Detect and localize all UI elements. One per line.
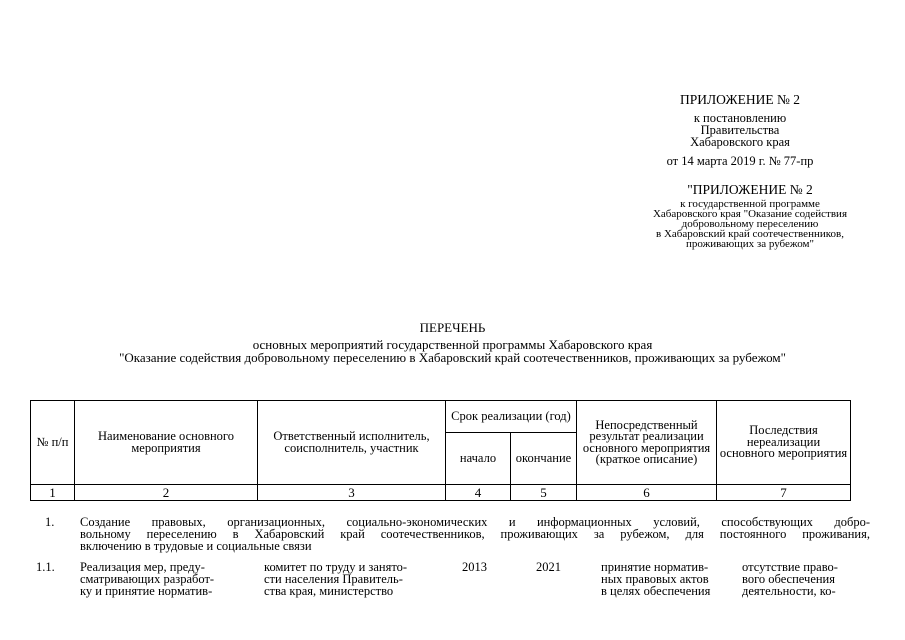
column-index: 5 bbox=[511, 485, 577, 501]
row-number: 1.1. bbox=[36, 560, 55, 574]
column-index: 2 bbox=[75, 485, 258, 501]
row-result-line: принятие норматив- bbox=[601, 560, 709, 574]
section-number: 1. bbox=[45, 515, 55, 529]
row-consequences-line: вого обеспечения bbox=[742, 572, 835, 586]
header-consequences: Последствия нереализации основного мероприятия bbox=[717, 401, 851, 485]
section-text-line: Создание правовых, организационных, социально-экономических и информационных условий, способствующих добро- bbox=[80, 515, 870, 529]
row-result-line: в целях обеспечения bbox=[601, 584, 711, 598]
appendix2-line: Хабаровского края "Оказание содействия bbox=[652, 208, 847, 220]
list-subtitle: основных мероприятий государственной программы Хабаровского края bbox=[252, 337, 653, 352]
column-index: 4 bbox=[446, 485, 511, 501]
column-index: 7 bbox=[717, 485, 851, 501]
appendix2-title: "ПРИЛОЖЕНИЕ № 2 bbox=[687, 182, 813, 197]
events-table bbox=[30, 400, 851, 501]
header-end: окончание bbox=[511, 433, 577, 485]
row-result-line: ных правовых актов bbox=[601, 572, 709, 586]
list-title: ПЕРЕЧЕНЬ bbox=[419, 320, 486, 335]
header-responsible: Ответственный исполнитель, соисполнитель, участник bbox=[258, 401, 446, 485]
section-text-line: вольному переселению в Хабаровский край соотечественников, проживающих за рубежом, для постоянного проживания, bbox=[80, 527, 870, 541]
list-subtitle: "Оказание содействия добровольному переселению в Хабаровский край соотечественников, проживающих за рубежом" bbox=[119, 350, 786, 365]
appendix-title: ПРИЛОЖЕНИЕ № 2 bbox=[679, 92, 801, 107]
appendix-line: Хабаровского края bbox=[690, 135, 790, 149]
appendix-date: от 14 марта 2019 г. № 77-пр bbox=[666, 154, 814, 168]
row-consequences-line: отсутствие право- bbox=[742, 560, 838, 574]
header-term: Срок реализации (год) bbox=[446, 401, 577, 433]
row-responsible-line: ства края, министерство bbox=[264, 584, 394, 598]
row-end: 2021 bbox=[536, 560, 561, 574]
row-consequences bbox=[742, 561, 872, 597]
appendix2-line: добровольному переселению bbox=[681, 218, 819, 230]
row-name-line: сматривающих разработ- bbox=[80, 572, 215, 586]
row-responsible-line: сти населения Правитель- bbox=[264, 572, 403, 586]
row-name-line: Реализация мер, преду- bbox=[80, 560, 205, 574]
appendix-line: к постановлению bbox=[693, 111, 787, 125]
row-name-line: ку и принятие норматив- bbox=[80, 584, 213, 598]
row-responsible-line: комитет по труду и занято- bbox=[264, 560, 408, 574]
row-consequences-line: деятельности, ко- bbox=[742, 584, 836, 598]
header-num: № п/п bbox=[31, 401, 75, 485]
section-text-line: включению в трудовые и социальные связи bbox=[80, 539, 312, 553]
header-name: Наименование основного мероприятия bbox=[75, 401, 258, 485]
appendix-line: Правительства bbox=[700, 123, 780, 137]
row-responsible bbox=[264, 561, 449, 597]
appendix2-line: к государственной программе bbox=[680, 198, 820, 210]
row-start: 2013 bbox=[462, 560, 487, 574]
row-name bbox=[80, 561, 260, 597]
column-index: 6 bbox=[577, 485, 717, 501]
row-result bbox=[601, 561, 739, 597]
appendix2-line: в Хабаровский край соотечественников, bbox=[656, 228, 844, 240]
header-result: Непосредственный результат реализации основного мероприятия (краткое описание) bbox=[577, 401, 717, 485]
column-index: 1 bbox=[31, 485, 75, 501]
header-start: начало bbox=[446, 433, 511, 485]
appendix2-line: проживающих за рубежом" bbox=[686, 238, 814, 250]
column-index: 3 bbox=[258, 485, 446, 501]
